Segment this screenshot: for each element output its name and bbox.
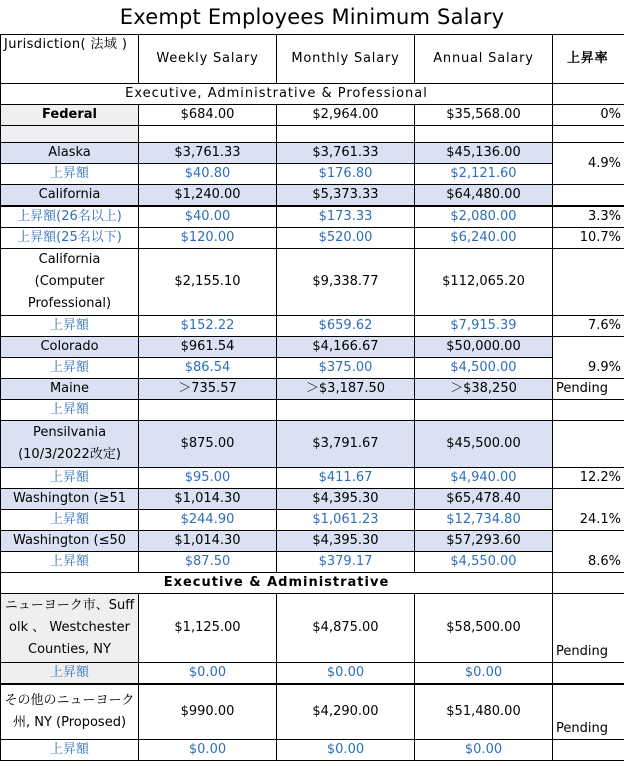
spacer-cell	[139, 126, 277, 143]
section-empty	[553, 84, 624, 105]
annual-cell: $58,500.00	[415, 594, 553, 663]
section-row-ea	[1, 573, 624, 594]
rate-cell: Pending	[553, 379, 624, 400]
weekly-cell: $1,014.30	[139, 489, 277, 510]
jurisdiction-line: (Computer	[34, 274, 105, 289]
weekly-cell: $1,014.30	[139, 531, 277, 552]
header-row	[1, 35, 624, 84]
increase-label: 上昇額(26名以上)	[1, 206, 139, 228]
weekly-cell: $684.00	[139, 105, 277, 126]
rate-cell	[553, 663, 624, 685]
rate-value: 24.1%	[579, 512, 621, 527]
increase-label: 上昇額	[1, 400, 139, 421]
monthly-cell: $4,166.67	[277, 337, 415, 358]
weekly-cell: $2,155.10	[139, 249, 277, 316]
monthly-cell: $4,290.00	[277, 684, 415, 740]
jurisdiction-line: ニューヨーク市、Suff	[4, 598, 135, 613]
jurisdiction-cell	[1, 594, 139, 663]
monthly-cell: $0.00	[277, 663, 415, 685]
rate-cell: 12.2%	[553, 468, 624, 489]
increase-label: 上昇額	[1, 164, 139, 185]
annual-cell: $45,136.00	[415, 143, 553, 164]
table-row	[1, 468, 624, 489]
section-label: Executive, Administrative & Professional	[1, 84, 553, 105]
annual-cell: $0.00	[415, 740, 553, 761]
table-row	[1, 400, 624, 421]
weekly-cell: $244.90	[139, 510, 277, 531]
rate-cell	[553, 337, 624, 379]
table-row	[1, 143, 624, 164]
annual-cell: $2,080.00	[415, 206, 553, 228]
annual-cell: $35,568.00	[415, 105, 553, 126]
weekly-cell: $40.00	[139, 206, 277, 228]
table-row	[1, 594, 624, 663]
jurisdiction-cell: Washington (≥51	[1, 489, 139, 510]
table-row	[1, 126, 624, 143]
annual-cell: ＞$38,250	[415, 379, 553, 400]
table-row	[1, 105, 624, 126]
weekly-cell: $95.00	[139, 468, 277, 489]
monthly-cell: $4,395.30	[277, 489, 415, 510]
weekly-cell: $3,761.33	[139, 143, 277, 164]
weekly-cell: $152.22	[139, 316, 277, 337]
rate-value: 8.6%	[587, 554, 621, 569]
annual-cell: $57,293.60	[415, 531, 553, 552]
weekly-cell: $120.00	[139, 228, 277, 249]
annual-cell: $51,480.00	[415, 684, 553, 740]
monthly-cell: $3,791.67	[277, 421, 415, 468]
rate-cell	[553, 400, 624, 421]
annual-cell: $4,500.00	[415, 358, 553, 379]
table-row	[1, 337, 624, 358]
monthly-cell: $4,875.00	[277, 594, 415, 663]
rate-cell: Pending	[553, 684, 624, 740]
annual-cell: $45,500.00	[415, 421, 553, 468]
increase-label: 上昇額	[1, 358, 139, 379]
monthly-cell	[277, 400, 415, 421]
monthly-cell: $4,395.30	[277, 531, 415, 552]
annual-cell: $6,240.00	[415, 228, 553, 249]
section-label: Executive & Administrative	[1, 573, 553, 594]
jurisdiction-line: Professional)	[27, 296, 112, 311]
table-row	[1, 552, 624, 573]
jurisdiction-line: Counties, NY	[28, 642, 111, 657]
monthly-cell: $0.00	[277, 740, 415, 761]
table-row	[1, 164, 624, 185]
weekly-cell: ＞735.57	[139, 379, 277, 400]
annual-cell: $50,000.00	[415, 337, 553, 358]
monthly-cell: $1,061.23	[277, 510, 415, 531]
weekly-cell: $86.54	[139, 358, 277, 379]
rate-value: 4.9%	[587, 155, 621, 171]
rate-cell	[553, 740, 624, 761]
weekly-cell: $875.00	[139, 421, 277, 468]
jurisdiction-cell: Alaska	[1, 143, 139, 164]
monthly-cell: ＞$3,187.50	[277, 379, 415, 400]
jurisdiction-cell: Washington (≤50	[1, 531, 139, 552]
monthly-cell: $3,761.33	[277, 143, 415, 164]
rate-cell: Pending	[553, 594, 624, 663]
rate-cell: 0%	[553, 105, 624, 126]
monthly-cell: $5,373.33	[277, 185, 415, 207]
weekly-cell: $961.54	[139, 337, 277, 358]
monthly-cell: $173.33	[277, 206, 415, 228]
spacer-cell	[553, 126, 624, 143]
jurisdiction-line: (10/3/2022改定)	[18, 447, 121, 462]
monthly-cell: $379.17	[277, 552, 415, 573]
rate-cell: 3.3%	[553, 206, 624, 228]
monthly-cell: $659.62	[277, 316, 415, 337]
table-row	[1, 249, 624, 316]
weekly-cell: $0.00	[139, 740, 277, 761]
header-jurisdiction: Jurisdiction( 法域 )	[1, 35, 139, 84]
annual-cell: $4,550.00	[415, 552, 553, 573]
spacer-cell	[277, 126, 415, 143]
increase-label: 上昇額(25名以下)	[1, 228, 139, 249]
rate-cell	[553, 249, 624, 316]
table-row	[1, 531, 624, 552]
jurisdiction-cell	[1, 249, 139, 316]
weekly-cell: $0.00	[139, 663, 277, 685]
jurisdiction-line: California	[38, 252, 101, 267]
jurisdiction-cell: Maine	[1, 379, 139, 400]
weekly-cell: $1,240.00	[139, 185, 277, 207]
rate-cell	[553, 143, 624, 185]
table-row	[1, 421, 624, 468]
table-row	[1, 510, 624, 531]
weekly-cell: $990.00	[139, 684, 277, 740]
annual-cell: $4,940.00	[415, 468, 553, 489]
rate-cell	[553, 489, 624, 531]
header-monthly: Monthly Salary	[277, 35, 415, 84]
section-empty	[553, 573, 624, 594]
weekly-cell: $40.80	[139, 164, 277, 185]
table-row	[1, 379, 624, 400]
spacer-cell	[415, 126, 553, 143]
annual-cell: $7,915.39	[415, 316, 553, 337]
rate-cell	[553, 421, 624, 468]
header-annual: Annual Salary	[415, 35, 553, 84]
table-row	[1, 206, 624, 228]
jurisdiction-cell: Colorado	[1, 337, 139, 358]
rate-cell	[553, 185, 624, 207]
jurisdiction-cell: California	[1, 185, 139, 207]
section-row-eap	[1, 84, 624, 105]
rate-cell	[553, 531, 624, 573]
monthly-cell: $176.80	[277, 164, 415, 185]
increase-label: 上昇額	[1, 316, 139, 337]
increase-label: 上昇額	[1, 740, 139, 761]
monthly-cell: $375.00	[277, 358, 415, 379]
table-row	[1, 358, 624, 379]
table-row	[1, 185, 624, 207]
monthly-cell: $411.67	[277, 468, 415, 489]
monthly-cell: $2,964.00	[277, 105, 415, 126]
annual-cell: $2,121.60	[415, 164, 553, 185]
annual-cell	[415, 400, 553, 421]
weekly-cell: $1,125.00	[139, 594, 277, 663]
monthly-cell: $520.00	[277, 228, 415, 249]
annual-cell: $12,734.80	[415, 510, 553, 531]
table-row	[1, 228, 624, 249]
jurisdiction-line: olk 、 Westchester	[9, 620, 130, 635]
header-rate: 上昇率	[553, 35, 624, 84]
salary-table	[0, 34, 624, 761]
rate-value: 9.9%	[587, 360, 621, 375]
spacer-cell	[1, 126, 139, 143]
weekly-cell: $87.50	[139, 552, 277, 573]
table-row	[1, 684, 624, 740]
increase-label: 上昇額	[1, 468, 139, 489]
table-row	[1, 740, 624, 761]
jurisdiction-cell	[1, 684, 139, 740]
annual-cell: $65,478.40	[415, 489, 553, 510]
jurisdiction-line: その他のニューヨーク	[4, 693, 135, 708]
jurisdiction-cell	[1, 421, 139, 468]
jurisdiction-line: 州, NY (Proposed)	[12, 715, 127, 730]
increase-label: 上昇額	[1, 552, 139, 573]
rate-cell: 7.6%	[553, 316, 624, 337]
page-title: Exempt Employees Minimum Salary	[119, 5, 505, 29]
rate-cell: 10.7%	[553, 228, 624, 249]
weekly-cell	[139, 400, 277, 421]
table-row	[1, 316, 624, 337]
table-row	[1, 663, 624, 685]
jurisdiction-cell: Federal	[1, 105, 139, 126]
annual-cell: $112,065.20	[415, 249, 553, 316]
increase-label: 上昇額	[1, 663, 139, 685]
annual-cell: $64,480.00	[415, 185, 553, 207]
jurisdiction-line: Pensilvania	[32, 425, 107, 440]
header-weekly: Weekly Salary	[139, 35, 277, 84]
monthly-cell: $9,338.77	[277, 249, 415, 316]
increase-label: 上昇額	[1, 510, 139, 531]
table-row	[1, 489, 624, 510]
annual-cell: $0.00	[415, 663, 553, 685]
